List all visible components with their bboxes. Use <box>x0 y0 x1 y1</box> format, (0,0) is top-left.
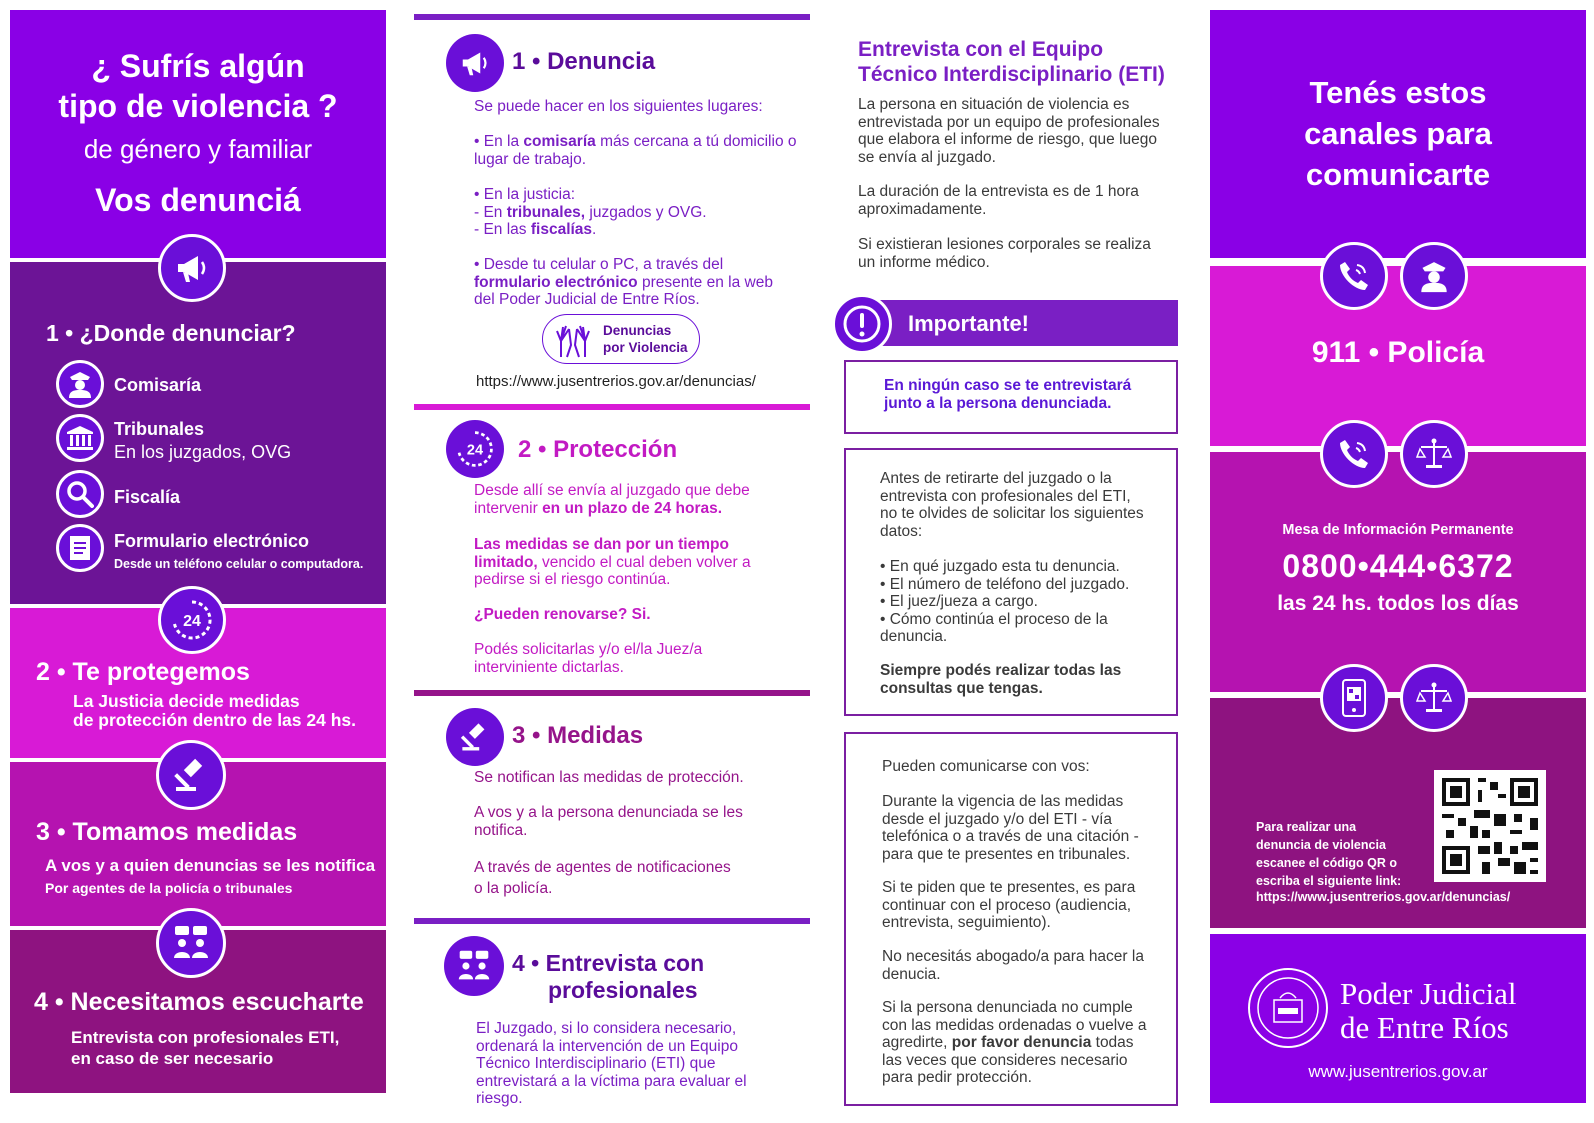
exclamation-icon <box>832 294 892 354</box>
p3-box3-p4: No necesitás abogado/a para hacer la denucia. <box>882 948 1144 983</box>
org-name-l2: de Entre Ríos <box>1340 1010 1509 1045</box>
p2-s2-p3: ¿Pueden renovarse? Si. <box>474 606 651 623</box>
p2-conversation-icon <box>444 936 504 996</box>
p2-s3-bar <box>414 690 810 696</box>
p1-title-line1: ¿ Sufrís algún <box>91 48 305 84</box>
p2-s3-p2: A vos y a la persona denunciada se les notifica. <box>474 804 743 839</box>
p3-box3-p1: Pueden comunicarse con vos: <box>882 758 1090 775</box>
scales-icon <box>1400 420 1468 488</box>
p2-s1-bar <box>414 14 810 20</box>
p1-step3-desc1: A vos y a quien denuncias se les notifica <box>45 856 376 875</box>
p2-s1-p2-l1: • En la justicia: <box>474 186 576 203</box>
p2-megaphone-icon <box>446 34 504 92</box>
p3-p3: Si existieran lesiones corporales se realiza un informe médico. <box>858 236 1151 271</box>
p2-s4-title-l1: 4 • Entrevista con <box>512 950 705 976</box>
p1-item-tribunales-sub: En los juzgados, OVG <box>114 442 292 462</box>
phone-icon-2 <box>1320 420 1388 488</box>
panel-4 <box>1210 10 1586 1114</box>
important-banner <box>860 300 1178 346</box>
p2-s1-title: 1 • Denuncia <box>512 48 656 75</box>
svg-text:24: 24 <box>466 442 484 459</box>
denuncias-violencia-badge[interactable] <box>542 314 700 364</box>
p2-s2-p1-b: en un plazo de 24 horas. <box>542 499 723 517</box>
gavel-icon <box>156 740 226 810</box>
p2-s1-p2-l2 <box>474 204 804 222</box>
p2-s4-p1: El Juzgado, si lo considera necesario, ordenará la intervención de un Equipo Técnico Interdisciplinario (ETI) que entrevistará a la víctima para evaluar el riesgo. <box>476 1020 747 1108</box>
p2-s1-p2-l3a: - En las <box>474 221 531 239</box>
important-label: Importante! <box>908 311 1029 336</box>
p2-s4-title-l2: profesionales <box>548 977 698 1003</box>
p2-s1-p2-l2c: juzgados y OVG. <box>585 203 707 221</box>
p2-s3-p3: A través de agentes de notificaciones o la policía. <box>474 859 731 897</box>
p3-box3 <box>844 732 1178 1106</box>
p1-header <box>10 10 386 258</box>
p1-step1-title: 1 • ¿Donde denunciar? <box>46 320 296 346</box>
p4-web[interactable]: www.jusentrerios.gov.ar <box>1308 1062 1488 1081</box>
p4-footer-block <box>1210 934 1586 1103</box>
badge-line2: por Violencia <box>603 340 688 355</box>
p3-box3-p5 <box>882 999 1152 1087</box>
clock-24-icon <box>158 586 226 654</box>
p1-item-comisaria: Comisaría <box>114 375 202 395</box>
p1-item-formulario: Formulario electrónico <box>114 531 310 551</box>
p1-step3-desc2: Por agentes de la policía o tribunales <box>45 880 293 896</box>
p4-qr-text: Para realizar una denuncia de violencia escanee el código QR o escriba el siguiente link: <box>1256 820 1402 888</box>
p2-gavel-icon <box>446 708 504 766</box>
p3-box3-p3: Si te piden que te presentes, es para continuar con el proceso (audiencia, entrevista, seguimiento). <box>882 879 1136 932</box>
raised-hands-icon <box>553 321 593 359</box>
p3-title-l2: Técnico Interdisciplinario (ETI) <box>858 63 1165 86</box>
p2-s1-p1-b: comisaría <box>523 133 596 150</box>
p1-step2-desc: La Justicia decide medidas de protección dentro de las 24 hs. <box>73 691 356 730</box>
p3-box2-bold: Siempre podés realizar todas las consultas que tengas. <box>880 662 1122 697</box>
p2-s1-p2-l3c: . <box>592 221 597 239</box>
form-icon <box>56 524 104 572</box>
p1-step3-title: 3 • Tomamos medidas <box>36 818 298 846</box>
p2-s3-p1: Se notifican las medidas de protección. <box>474 769 744 786</box>
courthouse-icon <box>56 414 104 462</box>
p4-hours: las 24 hs. todos los días <box>1277 592 1519 615</box>
p3-box2 <box>844 448 1178 716</box>
p1-item-tribunales: Tribunales <box>114 419 205 439</box>
p2-s1-p3-b: formulario electrónico <box>474 273 638 291</box>
p2-s2-p1 <box>474 482 774 517</box>
police-officer-icon <box>1400 242 1468 310</box>
p1-item-fiscalia: Fiscalía <box>114 487 181 507</box>
p2-s1-p2-l2b: tribunales, <box>506 203 586 221</box>
p4-police-block <box>1210 266 1586 446</box>
p2-s2-p1-a: Desde allí se envía al juzgado que debe intervenir <box>474 482 750 517</box>
p1-item-formulario-sub: Desde un teléfono celular o computadora. <box>114 557 364 571</box>
p3-box1-text: En ningún caso se te entrevistará junto a la persona denunciada. <box>884 377 1132 412</box>
p2-s2-p2-a: Las medidas se dan por un tiempo limitado, <box>474 536 729 571</box>
org-name-l1: Poder Judicial <box>1340 976 1517 1011</box>
phone-icon <box>1320 242 1388 310</box>
scales-icon-2 <box>1400 664 1468 732</box>
p1-cta: Vos denunciá <box>95 182 301 218</box>
p3-box3-p5-b: por favor denuncia <box>951 1034 1092 1052</box>
p3-p2: La duración de la entrevista es de 1 hora aproximadamente. <box>858 183 1139 218</box>
panel-1 <box>10 10 386 1093</box>
p1-step4-title: 4 • Necesitamos escucharte <box>34 988 364 1016</box>
p3-title-l1: Entrevista con el Equipo <box>858 38 1104 61</box>
conversation-icon <box>156 908 226 978</box>
p2-s1-p1-c: más cercana a tú domicilio o lugar de trabajo. <box>474 133 797 168</box>
p4-qr-block <box>1210 698 1586 928</box>
p3-box1 <box>844 360 1178 434</box>
p4-header <box>1210 10 1586 258</box>
megaphone-icon <box>158 234 226 302</box>
p2-s2-p2 <box>474 536 774 589</box>
p1-step4-desc: Entrevista con profesionales ETI, en caso de ser necesario <box>71 1028 340 1068</box>
p1-title-line2: tipo de violencia ? <box>58 88 338 124</box>
p2-s2-bar <box>414 404 810 410</box>
p2-clock-24-icon <box>446 420 504 478</box>
p2-s1-p3-c: presente en la web del Poder Judicial de Entre Ríos. <box>474 273 773 309</box>
p2-s1-url[interactable]: https://www.jusentrerios.gov.ar/denuncias/ <box>476 373 756 390</box>
p2-s2-p2-b: vencido el cual deben volver a pedirse si el riesgo continúa. <box>474 553 751 589</box>
p4-header-text: Tenés estos canales para comunicarte <box>1304 75 1492 192</box>
p3-box3-p5-a: Si la persona denunciada no cumple con las medidas ordenadas o vuelve a agredirte, <box>882 999 1147 1052</box>
p2-s3-title: 3 • Medidas <box>512 722 644 749</box>
qr-code[interactable] <box>1434 770 1546 882</box>
p1-subtitle: de género y familiar <box>83 134 313 164</box>
p2-s1-p3 <box>474 256 784 309</box>
p3-p1: La persona en situación de violencia es entrevistada por un equipo de profesionales que elabora el informe de riesgo, que luego se envía al juzgado. <box>858 96 1160 166</box>
p2-s1-p2-l3b: fiscalías <box>530 221 593 239</box>
p1-step1-block <box>10 262 386 604</box>
p2-s1-p3-a: • Desde tu celular o PC, a través del <box>474 256 724 273</box>
p4-phone[interactable]: 0800•444•6372 <box>1282 548 1514 584</box>
p2-s2-p4: Podés solicitarlas y/o el/la Juez/a interviniente dictarlas. <box>474 641 703 676</box>
p2-s1-p2-l2a: - En <box>474 203 507 221</box>
p4-mesa-label: Mesa de Información Permanente <box>1282 522 1514 538</box>
svg-text:24: 24 <box>183 613 201 630</box>
p3-box3-p2: Durante la vigencia de las medidas desde el juzgado y/o del ETI - vía telefónica o a través de una citación - para que te presentes en tribunales. <box>882 793 1139 863</box>
p2-s1-p2 <box>474 186 804 239</box>
qr-phone-icon <box>1320 664 1388 732</box>
p4-mesa-block <box>1210 452 1586 692</box>
p2-s1-p1-a: • En la <box>474 133 524 150</box>
p2-s4-bar <box>414 918 810 924</box>
p4-police-label: 911 • Policía <box>1311 336 1485 369</box>
p3-box2-list: • En qué juzgado esta tu denuncia. • El número de teléfono del juzgado. • El juez/jueza a cargo. • Cómo continúa el proceso de la denuncia. <box>880 558 1130 646</box>
p3-box3-p5-c: todas las veces que consideres necesario para pedir protección. <box>882 1034 1134 1087</box>
p3-box2-intro: Antes de retirarte del juzgado o la entrevista con profesionales del ETI, no te olvides de solicitar los siguientes datos: <box>880 470 1144 540</box>
seal-logo <box>1248 968 1328 1048</box>
p2-s2-title: 2 • Protección <box>518 436 678 463</box>
magnifier-icon <box>56 470 104 518</box>
p2-s1-p1 <box>474 133 804 168</box>
p4-qr-url[interactable]: https://www.jusentrerios.gov.ar/denuncias/ <box>1256 890 1511 904</box>
badge-line1: Denuncias <box>603 323 672 338</box>
police-icon <box>56 360 104 408</box>
p2-s1-p2-l3 <box>474 221 804 239</box>
p1-step2-title: 2 • Te protegemos <box>36 658 250 686</box>
p2-s1-intro: Se puede hacer en los siguientes lugares: <box>474 98 763 115</box>
